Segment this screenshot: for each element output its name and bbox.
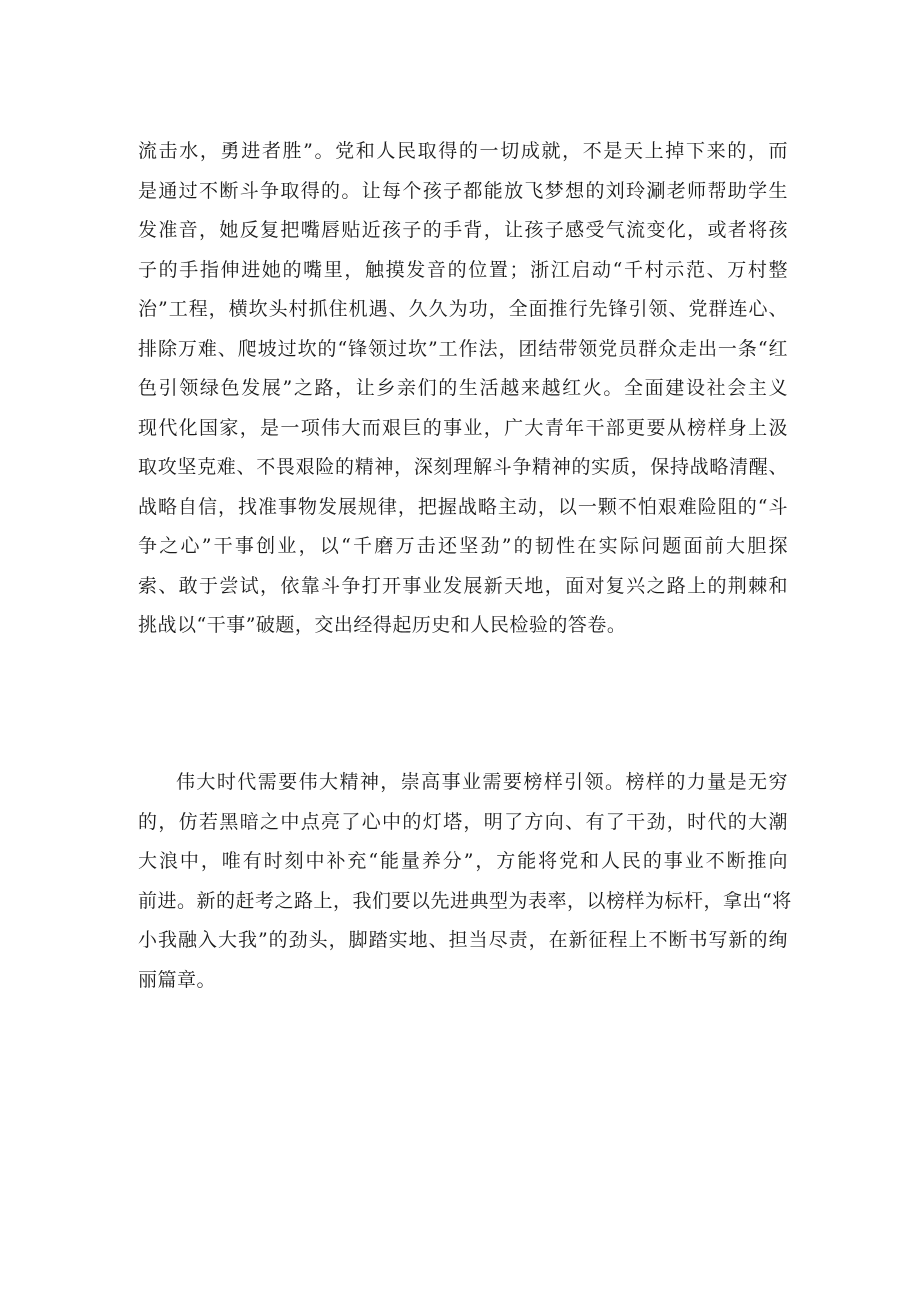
text-line: 是通过不断斗争取得的。让每个孩子都能放飞梦想的刘玲涮老师帮助学生 <box>138 179 788 202</box>
text-line: 战略自信，找准事物发展规律，把握战略主动，以一颗不怕艰难险阻的“斗 <box>138 495 788 518</box>
text-line: 的，仿若黑暗之中点亮了心中的灯塔，明了方向、有了干劲，时代的大潮 <box>138 810 788 833</box>
text-line: 取攻坚克难、不畏艰险的精神，深刻理解斗争精神的实质，保持战略清醒、 <box>138 456 788 478</box>
text-line: 现代化国家，是一项伟大而艰巨的事业，广大青年干部更要从榜样身上汲 <box>138 416 788 439</box>
paragraph-1 <box>138 132 788 646</box>
text-line: 伟大时代需要伟大精神，崇高事业需要榜样引领。榜样的力量是无穷 <box>176 771 788 793</box>
text-line: 前进。新的赶考之路上，我们要以先进典型为表率，以榜样为标杆，拿出“将 <box>138 889 792 912</box>
text-line: 丽篇章。 <box>138 968 217 991</box>
text-line: 排除万难、爬坡过坎的“锋领过坎”工作法，团结带领党员群众走出一条“红 <box>138 337 788 360</box>
text-line: 子的手指伸进她的嘴里，触摸发音的位置；浙江启动“千村示范、万村整 <box>138 258 788 281</box>
text-line: 争之心”干事创业，以“千磨万击还坚劲”的韧性在实际问题面前大胆探 <box>138 535 788 557</box>
text-line: 小我融入大我”的劲头，脚踏实地、担当尽责，在新征程上不断书写新的绚 <box>138 929 788 951</box>
text-line: 色引领绿色发展”之路，让乡亲们的生活越来越红火。全面建设社会主义 <box>138 377 788 399</box>
text-line: 治”工程，横坎头村抓住机遇、久久为功，全面推行先锋引领、党群连心、 <box>138 298 788 320</box>
text-line: 发准音，她反复把嘴唇贴近孩子的手背，让孩子感受气流变化，或者将孩 <box>138 219 788 241</box>
paragraph-2 <box>138 763 792 1000</box>
text-line: 流击水，勇进者胜”。党和人民取得的一切成就，不是天上掉下来的，而 <box>138 140 788 162</box>
text-line: 索、敢于尝试，依靠斗争打开事业发展新天地，面对复兴之路上的荆棘和 <box>138 574 788 597</box>
text-line: 大浪中，唯有时刻中补充“能量养分”，方能将党和人民的事业不断推向 <box>138 850 788 872</box>
text-line: 挑战以“干事”破题，交出经得起历史和人民检验的答卷。 <box>138 614 627 636</box>
